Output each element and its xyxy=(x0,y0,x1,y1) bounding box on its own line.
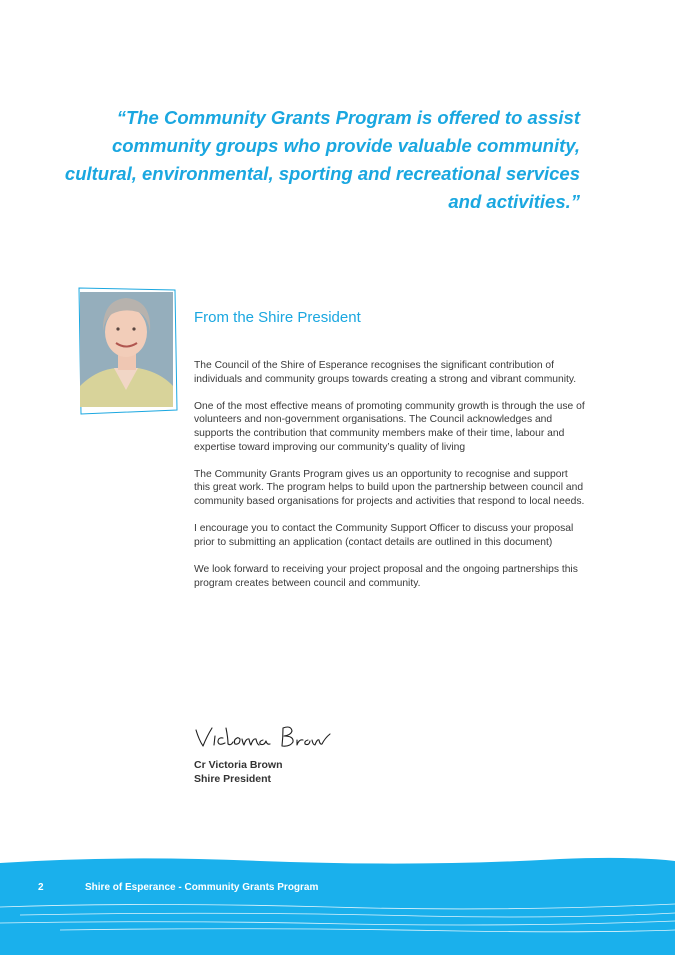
pull-quote: “The Community Grants Program is offered to assist community groups who provide valuable community, cultural, environmental, sporting and recreational services and activities.” xyxy=(64,107,580,212)
page-number: 2 xyxy=(38,882,44,893)
message-paragraph: We look forward to receiving your project proposal and the ongoing partnerships this program creates between council and community. xyxy=(194,563,578,589)
footer-wave xyxy=(0,855,675,955)
signatory-name: Cr Victoria Brown xyxy=(194,759,283,771)
message-paragraph: The Community Grants Program gives us an opportunity to recognise and support this great work. The program helps to build upon the partnership between council and community based organisations for projects and activities that respond to local needs. xyxy=(194,468,585,507)
handwritten-signature xyxy=(193,722,333,759)
section-heading: From the Shire President xyxy=(194,309,361,326)
footer-title: Shire of Esperance - Community Grants Program xyxy=(85,882,319,893)
message-paragraph: One of the most effective means of promoting community growth is through the use of volunteers and non-government organisations. The Council acknowledges and supports the contribution that community members make of their time, labour and expertise toward improving our community’s quality of living xyxy=(194,400,585,453)
signatory-title: Shire President xyxy=(194,772,272,785)
signatory xyxy=(194,759,283,786)
president-photo xyxy=(76,286,180,416)
message-paragraph: The Council of the Shire of Esperance recognises the significant contribution of individuals and community groups towards creating a strong and vibrant community. xyxy=(194,360,577,385)
president-message xyxy=(194,359,586,604)
message-paragraph: I encourage you to contact the Community Support Officer to discuss your proposal prior to submitting an application (contact details are outlined in this document) xyxy=(194,523,574,548)
